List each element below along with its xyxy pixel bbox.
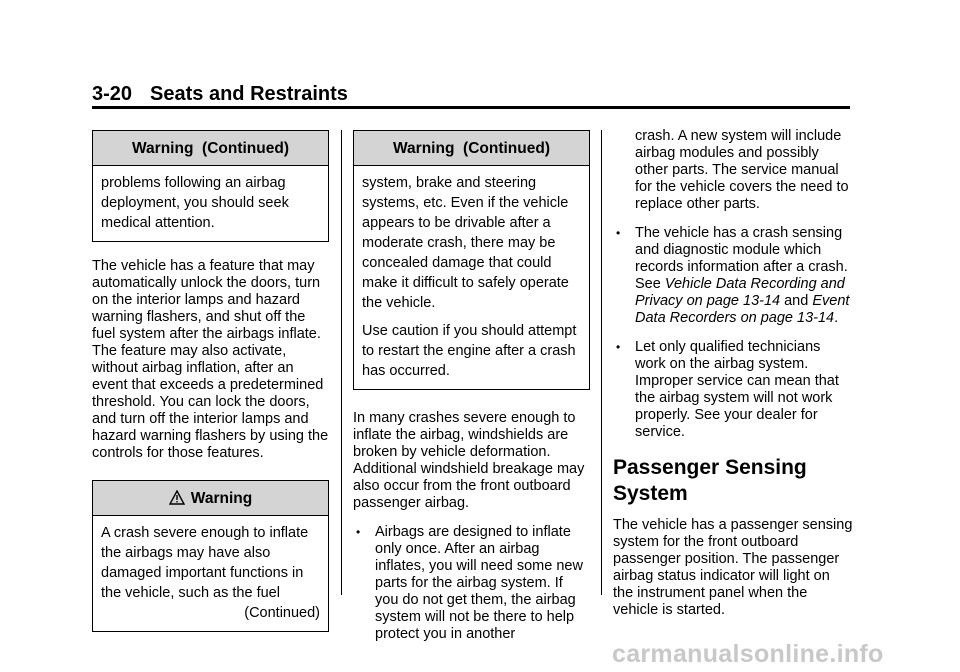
column-divider bbox=[601, 130, 602, 595]
list-item bbox=[613, 225, 853, 327]
warning-box-text: system, brake and steering systems, etc. Even if the vehicle appears to be drivable after a moderate crash, there may be concealed damage that could make it difficult to safely operate the vehicle. bbox=[362, 175, 569, 311]
body-paragraph: The vehicle has a feature that may automatically unlock the doors, turn on the interior lamps and hazard warning flashers, and shut off the fuel system after the airbags inflate. The feature may also activate, without airbag inflation, after an event that exceeds a predetermined threshold. You can lock the doors, and turn off the interior lamps and hazard warning flashers by using the controls for those features. bbox=[92, 258, 329, 461]
section-heading: Passenger Sensing System bbox=[613, 456, 807, 505]
bullet-list bbox=[353, 524, 590, 643]
bullet-icon: • bbox=[616, 226, 621, 240]
page-number: 3-20 bbox=[92, 83, 133, 105]
column-2 bbox=[353, 130, 590, 655]
bullet-icon: • bbox=[356, 525, 361, 539]
page-header bbox=[92, 82, 850, 106]
warning-box-title: Warning bbox=[190, 490, 253, 507]
list-item-text: Let only qualified technicians work on the airbag system. Improper service can mean that the airbag system will not work properly. See your dealer for service. bbox=[635, 339, 839, 440]
warning-box-title: Warning (Continued) bbox=[93, 131, 328, 166]
list-item-text: . bbox=[834, 310, 839, 326]
warning-box-header bbox=[93, 481, 328, 516]
column-1 bbox=[92, 130, 329, 632]
list-item bbox=[353, 524, 590, 643]
warning-box-continued bbox=[92, 130, 329, 242]
warning-box bbox=[92, 480, 329, 632]
list-item-text: The vehicle has a crash sensing and diagnostic module which records information after a crash. See bbox=[635, 225, 848, 292]
cross-reference-link[interactable]: Event Data Recorders on page 13-14 bbox=[635, 293, 850, 326]
column-3 bbox=[613, 128, 853, 619]
section-title: Seats and Restraints bbox=[150, 83, 348, 105]
list-item-text: and bbox=[780, 293, 813, 309]
warning-box-text: problems following an airbag deployment, you should seek medical attention. bbox=[101, 175, 289, 231]
list-item bbox=[613, 339, 853, 441]
list-item-continued: crash. A new system will include airbag modules and possibly other parts. The service manual for the vehicle covers the need to replace other parts. bbox=[635, 128, 849, 212]
continued-label: (Continued) bbox=[244, 605, 320, 621]
body-paragraph: The vehicle has a passenger sensing system for the front outboard passenger position. The passenger airbag status indicator will light on the instrument panel when the vehicle is started. bbox=[613, 517, 853, 618]
warning-box-text: Use caution if you should attempt to restart the engine after a crash has occurred. bbox=[362, 323, 577, 379]
header-rule bbox=[92, 106, 850, 109]
body-paragraph: In many crashes severe enough to inflate the airbag, windshields are broken by vehicle deformation. Additional windshield breakage may also occur from the front outboard passenger airbag. bbox=[353, 410, 585, 511]
bullet-list bbox=[613, 225, 853, 441]
warning-box-text: A crash severe enough to inflate the airbags may have also damaged important functions in the vehicle, such as the fuel bbox=[101, 525, 309, 601]
warning-icon bbox=[169, 490, 185, 507]
cross-reference-link[interactable]: Vehicle Data Recording and Privacy on page 13-14 bbox=[635, 276, 845, 309]
bullet-icon: • bbox=[616, 340, 621, 354]
list-item-text: Airbags are designed to inflate only once. After an airbag inflates, you will need some new parts for the airbag system. If you do not get them, the airbag system will not be there to help protect you in another bbox=[375, 524, 583, 642]
warning-box-title: Warning (Continued) bbox=[354, 131, 589, 166]
warning-box-continued bbox=[353, 130, 590, 390]
column-divider bbox=[341, 130, 342, 595]
watermark: carmanualsonline.info bbox=[612, 640, 884, 668]
